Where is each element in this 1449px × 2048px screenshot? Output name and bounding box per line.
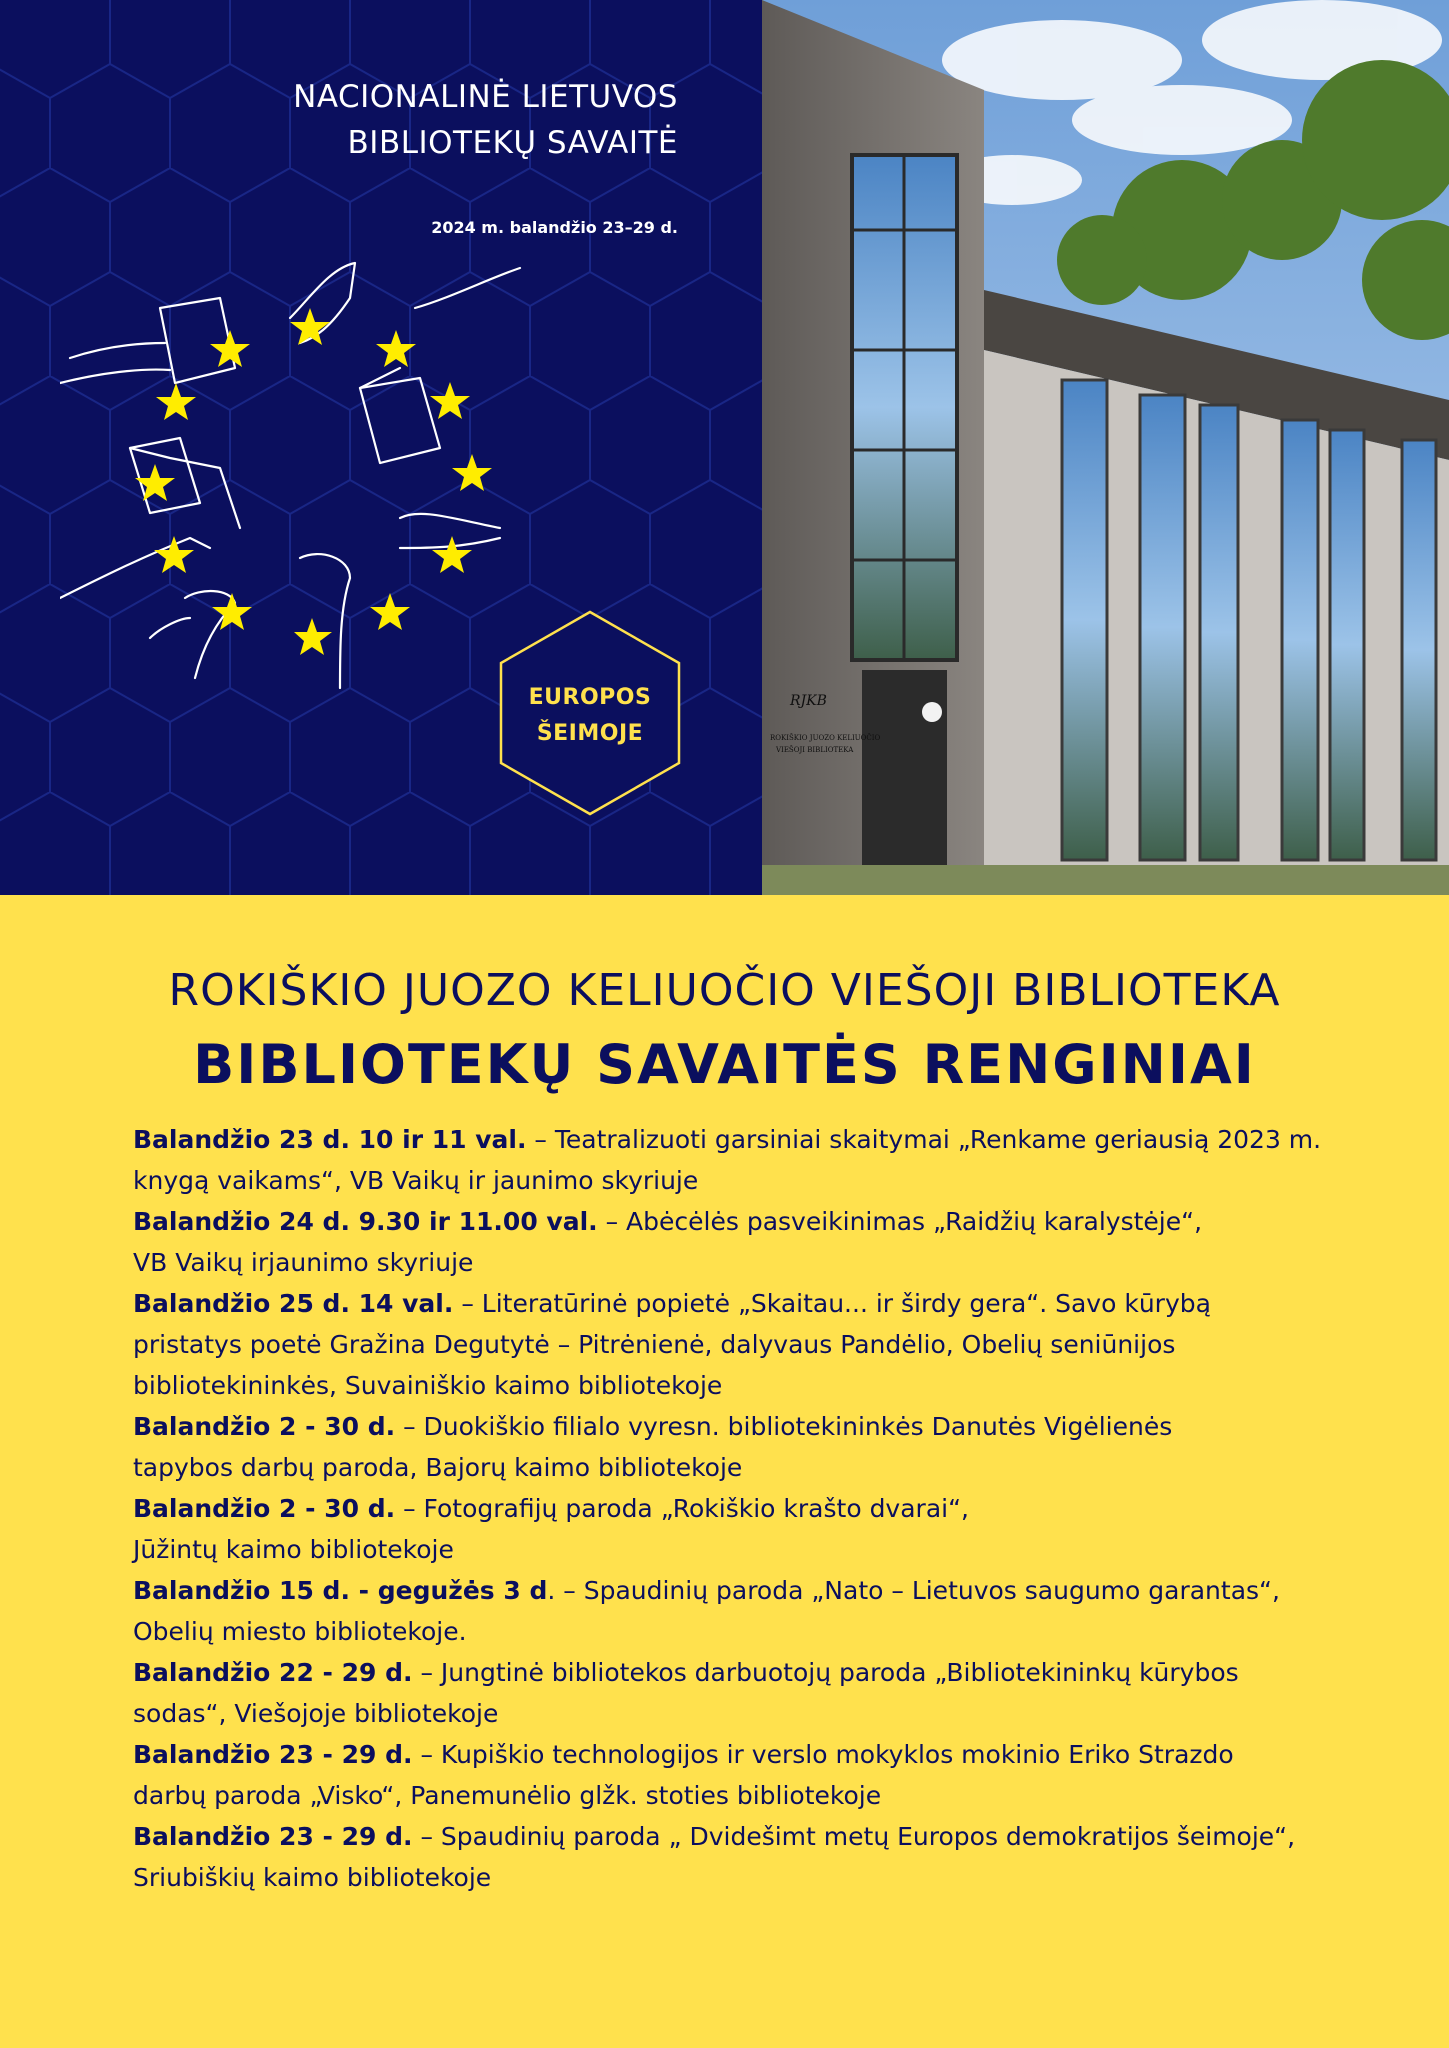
entrance-door (862, 670, 947, 870)
hand-outline-7b (150, 618, 190, 638)
event-item (133, 1283, 1353, 1406)
hand-outline-1b (60, 370, 170, 383)
event-text: – Duokiškio filialo vyresn. bibliotekininkės Danutės Vigėlienės (395, 1412, 1173, 1441)
hand-outline-1 (70, 343, 165, 358)
star-4 (452, 454, 492, 491)
event-text: sodas“, Viešojoje bibliotekoje (133, 1699, 499, 1728)
event-item (133, 1119, 1353, 1201)
event-item (133, 1734, 1353, 1816)
event-text: tapybos darbų paroda, Bajorų kaimo bibliotekoje (133, 1453, 743, 1482)
event-text: – Literatūrinė popietė „Skaitau... ir širdy gera“. Savo kūrybą (453, 1289, 1211, 1318)
event-text: – Kupiškio technologijos ir verslo mokyklos mokinio Eriko Strazdo (412, 1740, 1234, 1769)
building-illustration (762, 0, 1449, 895)
hand-outline-4 (60, 538, 210, 598)
event-item (133, 1816, 1353, 1898)
hand-outline-6 (300, 554, 350, 688)
event-item (133, 1201, 1353, 1283)
star-7 (294, 618, 332, 655)
europe-family-badge (495, 608, 685, 818)
hand-outline-3 (415, 268, 520, 308)
event-text: VB Vaikų irjaunimo skyriuje (133, 1248, 474, 1277)
hand-outline-5 (400, 514, 500, 528)
tall-window (852, 155, 957, 660)
event-text: Obelių miesto bibliotekoje. (133, 1617, 467, 1646)
badge-line2: ŠEIMOJE (536, 721, 644, 746)
book-outline-2 (360, 378, 440, 463)
event-text: – Teatralizuoti garsiniai skaitymai „Renkame geriausią 2023 m. (526, 1125, 1322, 1154)
ground (762, 865, 1449, 895)
hands-and-stars-emblem (60, 258, 540, 698)
event-text: – Abėcėlės pasveikinimas „Raidžių karalystėje“, (597, 1207, 1203, 1236)
events-section (0, 895, 1449, 2048)
event-date: Balandžio 15 d. - gegužės 3 d (133, 1576, 548, 1605)
week-dates: 2024 m. balandžio 23–29 d. (431, 218, 678, 237)
library-name: ROKIŠKIO JUOZO KELIUOČIO VIEŠOJI BIBLIOTEKA (168, 965, 1281, 1016)
star-3 (430, 382, 470, 419)
event-date: Balandžio 23 d. 10 ir 11 val. (133, 1125, 527, 1154)
event-item (133, 1406, 1353, 1488)
event-text: – Fotografijų paroda „Rokiškio krašto dvarai“, (395, 1494, 969, 1523)
hand-outline-2 (290, 263, 355, 343)
event-text: – Jungtinė bibliotekos darbuotojų paroda „Bibliotekininkų kūrybos (412, 1658, 1239, 1687)
star-2 (376, 330, 416, 367)
book-outline-3 (130, 438, 200, 513)
wall-lamp (922, 702, 942, 722)
event-text: knygą vaikams“, VB Vaikų ir jaunimo skyriuje (133, 1166, 699, 1195)
star-9 (154, 536, 194, 573)
event-item (133, 1652, 1353, 1734)
sign-line1: ROKIŠKIO JUOZO KELIUOČIO (770, 734, 881, 742)
week-title (78, 74, 678, 166)
event-item (133, 1570, 1353, 1652)
star-10 (135, 464, 175, 501)
event-text: pristatys poetė Gražina Degutytė – Pitrėnienė, dalyvaus Pandėlio, Obelių seniūnijos (133, 1330, 1176, 1359)
sign-line2: VIEŠOJI BIBLIOTEKA (776, 746, 854, 754)
event-item (133, 1488, 1353, 1570)
event-text: – Spaudinių paroda „ Dvidešimt metų Europos demokratijos šeimoje“, (412, 1822, 1296, 1851)
book-spine-3 (130, 448, 240, 528)
star-5 (432, 536, 472, 573)
event-text: darbų paroda „Visko“, Panemunėlio glžk. stoties bibliotekoje (133, 1781, 882, 1810)
event-date: Balandžio 2 - 30 d. (133, 1494, 396, 1523)
sign-monogram: RJKB (790, 693, 827, 709)
badge-line1: EUROPOS (528, 685, 652, 710)
event-text: Sriubiškių kaimo bibliotekoje (133, 1863, 492, 1892)
event-text: bibliotekininkės, Suvainiškio kaimo bibliotekoje (133, 1371, 723, 1400)
events-heading: BIBLIOTEKŲ SAVAITĖS RENGINIAI (193, 1033, 1256, 1096)
events-list (133, 1119, 1353, 1898)
hand-outline-7 (185, 591, 235, 678)
week-title-line1: NACIONALINĖ LIETUVOS (293, 79, 678, 115)
week-title-line2: BIBLIOTEKŲ SAVAITĖ (347, 125, 678, 161)
star-12 (210, 330, 250, 367)
event-date: Balandžio 23 - 29 d. (133, 1822, 413, 1851)
event-text: . – Spaudinių paroda „Nato – Lietuvos saugumo garantas“, (547, 1576, 1280, 1605)
event-date: Balandžio 2 - 30 d. (133, 1412, 396, 1441)
event-date: Balandžio 23 - 29 d. (133, 1740, 413, 1769)
star-6 (370, 593, 410, 630)
library-building-photo (762, 0, 1449, 895)
poster-header (0, 0, 1449, 895)
event-date: Balandžio 22 - 29 d. (133, 1658, 413, 1687)
event-text: Jūžintų kaimo bibliotekoje (133, 1535, 454, 1564)
star-11 (156, 383, 196, 420)
event-date: Balandžio 24 d. 9.30 ir 11.00 val. (133, 1207, 598, 1236)
badge-label (495, 680, 685, 752)
week-poster-panel (0, 0, 762, 895)
event-date: Balandžio 25 d. 14 val. (133, 1289, 454, 1318)
book-outline-1 (160, 298, 235, 383)
